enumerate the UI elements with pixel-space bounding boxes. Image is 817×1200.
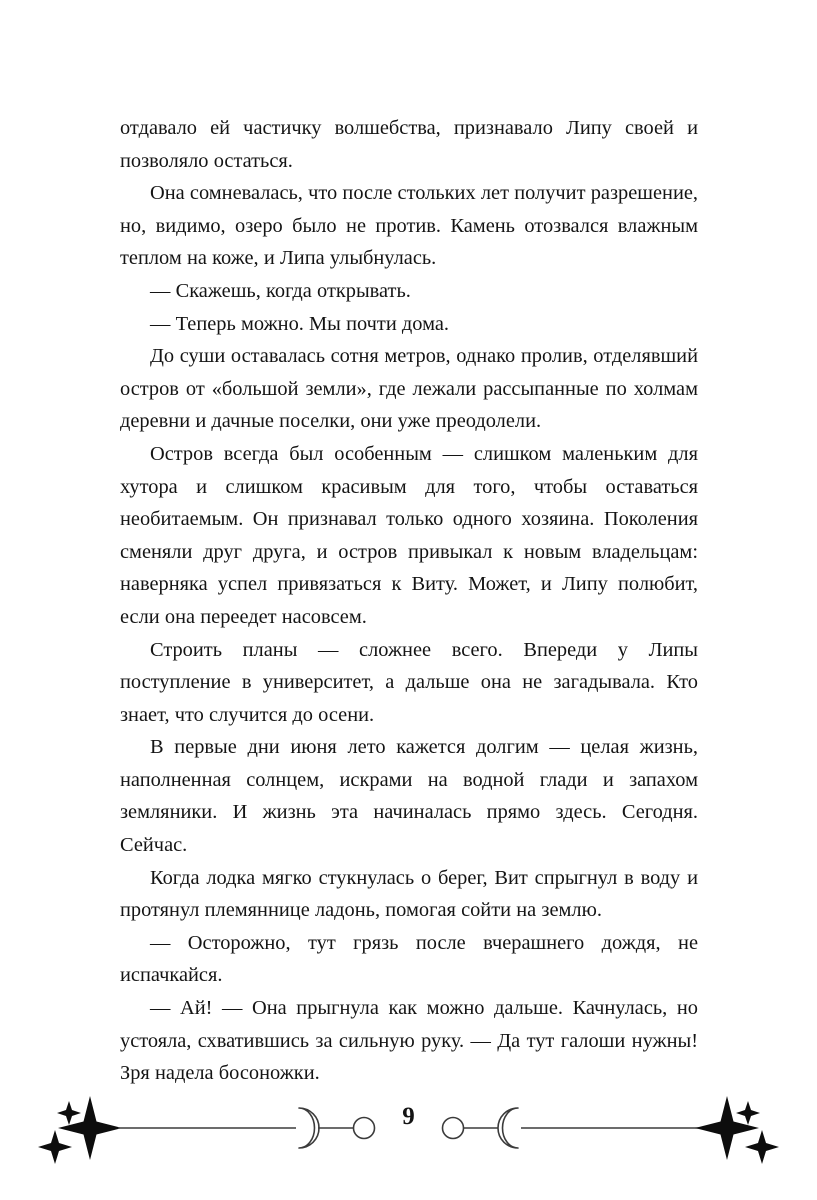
paragraph-dialogue: — Теперь можно. Мы почти дома. <box>150 312 450 335</box>
paragraph: Когда лодка мягко стукнулась о берег, Вит спрыгнул в воду и протянул племяннице ладонь, помогая сойти на землю. <box>120 866 698 922</box>
paragraph: До суши оставалась сотня метров, однако пролив, отделявший остров от «большой земли», где лежали рассыпанные по холмам деревни и дачные поселки, они уже преодолели. <box>120 345 698 433</box>
paragraph: отдавало ей частичку волшебства, признавало Липу своей и позволяло остаться. <box>120 117 698 172</box>
paragraph: Строить планы — сложнее всего. Впереди у Липы поступление в университет, а дальше она не загадывала. Кто знает, что случится до осени. <box>120 638 698 726</box>
paragraph-dialogue: — Осторожно, тут грязь после вчерашнего дождя, не испачкайся. <box>120 931 698 987</box>
paragraph-dialogue: — Ай! — Она прыгнула как можно дальше. Качнулась, но устояла, схватившись за сильную руку. — Да тут галоши нужны! Зря надела босоножки. <box>120 997 698 1085</box>
footer-ornament <box>0 1088 817 1174</box>
paragraph-dialogue: — Скажешь, когда открывать. <box>150 279 411 302</box>
ornament-graphic <box>0 1088 817 1174</box>
page-number: 9 <box>402 1103 415 1130</box>
paragraph: Остров всегда был особенным — слишком маленьким для хутора и слишком красивым для того, чтобы оставаться необитаемым. Он признавал только одного хозяина. Поколения сменяли друг друга, и остров привыкал к новым владельцам: наверняка успел привязаться к Виту. Может, и Липу полюбит, если она переедет насовсем. <box>120 442 698 628</box>
paragraph: В первые дни июня лето кажется долгим — целая жизнь, наполненная солнцем, искрами на водной глади и запахом земляники. И жизнь эта начиналась прямо здесь. Сегодня. Сейчас. <box>120 736 698 857</box>
star-medium-lower-left-icon <box>38 1130 72 1164</box>
body-text-column <box>120 112 698 1090</box>
paragraph: Она сомневалась, что после стольких лет получит разрешение, но, видимо, озеро было не против. Камень отозвался влажным теплом на коже, и Липа улыбнулась. <box>120 182 698 270</box>
star-medium-lower-right-icon <box>745 1130 779 1164</box>
